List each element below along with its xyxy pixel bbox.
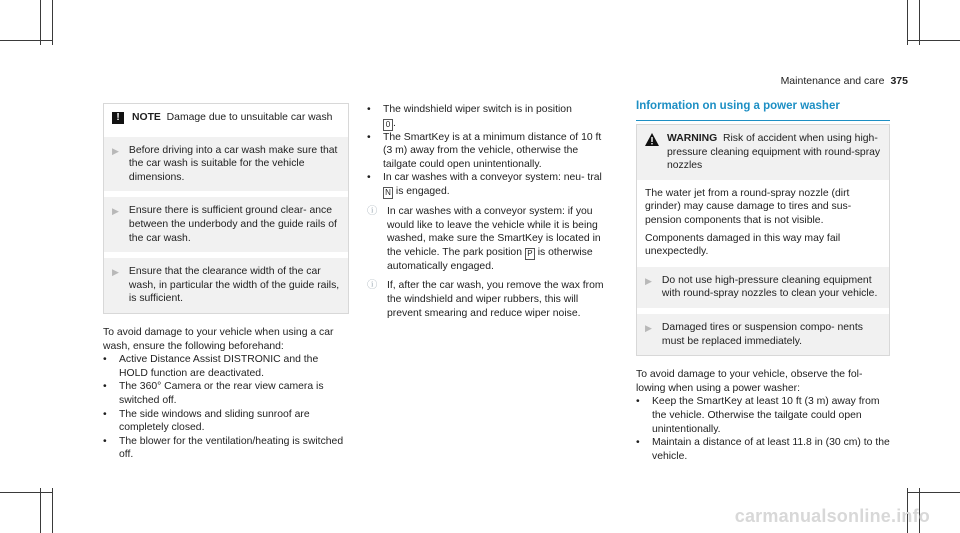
list-item: • In car washes with a conveyor system: neu- tral N is engaged. <box>367 172 602 197</box>
info-note: ⓘ In car washes with a conveyor system: if you would like to leave the vehicle while it is being washed, make sure the SmartKey is located in the vehicle. The park position P is otherwise automatically engaged. <box>367 205 601 272</box>
warning-paragraph: The water jet from a round-spray nozzle (dirt grinder) may cause damage to tires and sus- pension components that is not visible. <box>645 187 852 226</box>
note-text: Damage due to unsuitable car wash <box>166 112 333 123</box>
watermark: carmanualsonline.info <box>734 506 930 526</box>
crop-mark <box>907 492 960 493</box>
intro-paragraph: To avoid damage to your vehicle when using a car wash, ensure the following beforehand: <box>103 326 334 352</box>
warning-step: ▶ Do not use high-pressure cleaning equipment with round-spray nozzles to clean your vehicle. <box>637 267 889 308</box>
section-title: Maintenance and care <box>780 75 885 87</box>
list-item: • Keep the SmartKey at least 10 ft (3 m) away from the vehicle. Otherwise the tailgate could open unintentionally. <box>636 396 880 435</box>
info-note: ⓘ If, after the car wash, you remove the wax from the windshield and wiper rubbers, this will prevent smearing and reduce wiper noise. <box>367 280 604 319</box>
warning-step: ▶ Damaged tires or suspension compo- nents must be replaced immediately. <box>637 314 889 355</box>
crop-mark <box>919 0 920 45</box>
info-icon: ⓘ <box>367 280 378 292</box>
arrow-icon: ▶ <box>112 145 119 156</box>
left-column <box>103 103 349 462</box>
arrow-icon: ▶ <box>645 322 652 333</box>
notice-icon: ! <box>112 112 124 124</box>
warning-box <box>636 124 890 356</box>
list-item: • The windshield wiper switch is in position 0 . <box>367 104 572 129</box>
arrow-icon: ▶ <box>112 206 119 217</box>
note-step <box>104 197 348 252</box>
warning-header <box>637 125 889 180</box>
arrow-icon: ▶ <box>112 267 119 278</box>
crop-mark <box>907 40 960 41</box>
crop-mark <box>907 0 908 45</box>
crop-mark <box>0 492 53 493</box>
crop-mark <box>52 488 53 533</box>
park-symbol: P <box>525 248 535 260</box>
crop-mark <box>52 0 53 45</box>
list-item: • Active Distance Assist DISTRONIC and the HOLD function are deactivated. <box>103 354 319 379</box>
warning-icon <box>645 133 659 146</box>
list-item: • The SmartKey is at a minimum distance of 10 ft (3 m) away from the vehicle, otherwise the tailgate could open unintentionally. <box>367 131 602 170</box>
crop-mark <box>40 0 41 45</box>
note-box <box>103 103 349 314</box>
page-header <box>781 75 908 89</box>
note-header <box>104 104 348 131</box>
step-text: Ensure that the clearance width of the car wash, in particular the width of the guide rails, is sufficient. <box>128 266 340 305</box>
info-icon: ⓘ <box>367 205 378 217</box>
page-number: 375 <box>890 75 908 87</box>
list-item: • The blower for the ventilation/heating is switched off. <box>103 435 344 461</box>
step-text: Ensure there is sufficient ground clear- ance between the underbody and the guide rails of the car wash. <box>128 205 337 244</box>
list-item: • The side windows and sliding sunroof are completely closed. <box>103 408 310 434</box>
step-text: Before driving into a car wash make sure that the car wash is suitable for the vehicle dimensions. <box>128 144 338 183</box>
list-item: • The 360° Camera or the rear view camera is switched off. <box>103 381 324 406</box>
warning-paragraph: Components damaged in this way may fail unexpectedly. <box>645 232 841 258</box>
warning-title: WARNING <box>667 133 718 144</box>
arrow-icon: ▶ <box>645 275 652 286</box>
note-title: NOTE <box>132 112 161 123</box>
right-column <box>636 124 890 463</box>
section-heading: Information on using a power washer <box>636 100 890 121</box>
note-step <box>104 258 348 313</box>
note-step <box>104 137 348 192</box>
middle-column <box>367 103 607 320</box>
wiper-position-symbol: 0 <box>383 119 393 131</box>
intro-paragraph: To avoid damage to your vehicle, observe the fol- lowing when using a power washer: <box>636 369 863 394</box>
list-item: • Maintain a distance of at least 11.8 in (30 cm) to the vehicle. <box>636 437 890 462</box>
crop-mark <box>0 40 53 41</box>
warning-text: Risk of accident when using high-pressure cleaning equipment with round-spray nozzles <box>667 133 881 172</box>
crop-mark <box>40 488 41 533</box>
neutral-symbol: N <box>383 187 393 199</box>
